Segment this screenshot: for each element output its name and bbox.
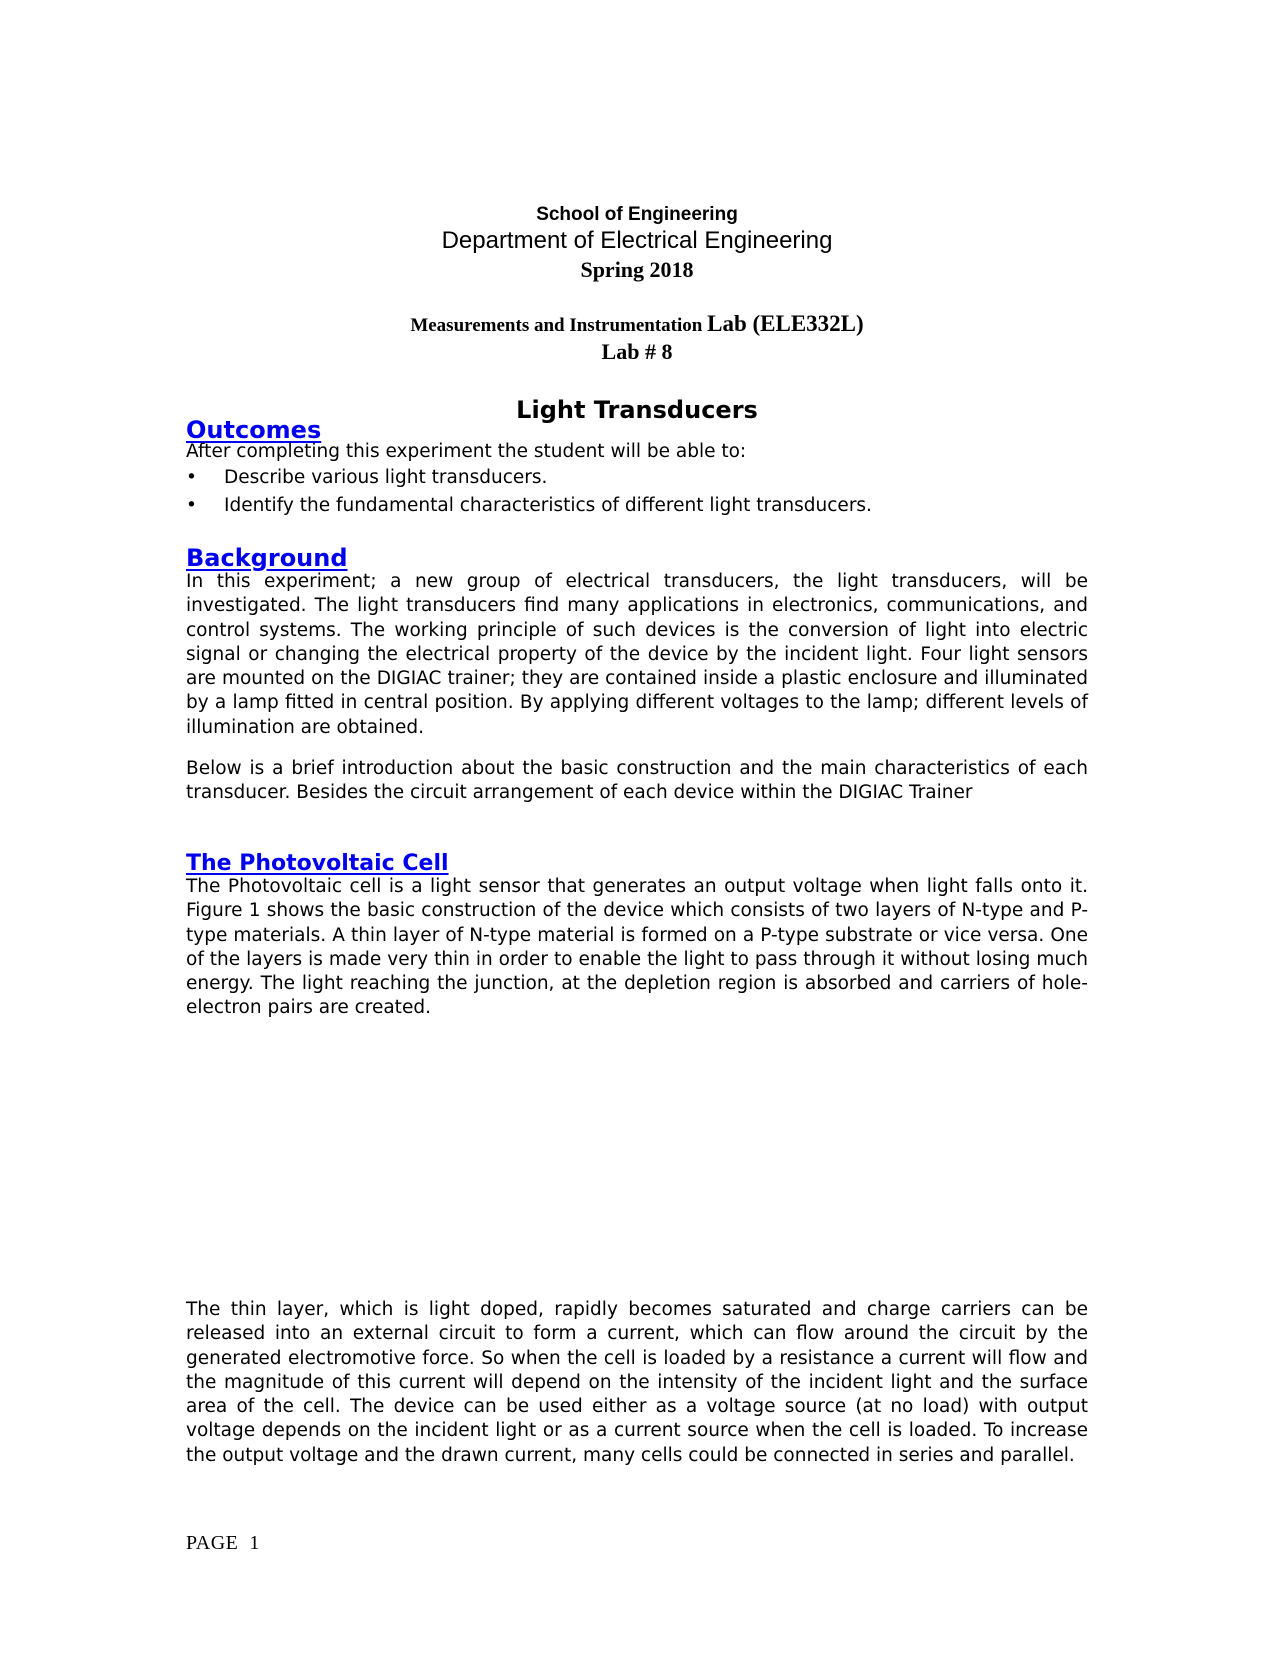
course-prefix: Measurements and Instrumentation	[410, 315, 703, 336]
background-heading: Background	[186, 544, 348, 572]
lab-number: Lab # 8	[601, 339, 673, 364]
photovoltaic-heading: The Photovoltaic Cell	[186, 851, 449, 876]
page-title: Light Transducers	[516, 396, 758, 424]
outcome-text: Describe various light transducers.	[224, 467, 548, 488]
outcomes-list	[186, 464, 1088, 519]
photovoltaic-paragraph-1: The Photovoltaic cell is a light sensor that generates an output voltage when light falls onto it. Figure 1 shows the basic construction of the device which consists of two layers of N-type and P-type materials. A thin layer of N-type material is formed on a P-type substrate or vice versa. One of the layers is made very thin in order to enable the light to pass through it without losing much energy. The light reaching the junction, at the depletion region is absorbed and carriers of hole-electron pairs are created.	[186, 876, 1088, 1019]
department-name: Department of Electrical Engineering	[441, 227, 833, 254]
list-item	[186, 464, 1088, 492]
outcomes-heading: Outcomes	[186, 416, 322, 444]
course-suffix: Lab (ELE332L)	[707, 311, 864, 336]
background-paragraph-2: Below is a brief introduction about the basic construction and the main characteristics of each transducer. Besides the circuit arrangement of each device within the DIGIAC Trainer	[186, 758, 1088, 804]
school-name: School of Engineering	[536, 204, 738, 225]
figure-placeholder	[186, 1085, 1088, 1285]
page-label: PAGE	[186, 1532, 239, 1554]
list-item	[186, 492, 1088, 520]
outcome-text: Identify the fundamental characteristics of different light transducers.	[224, 494, 872, 516]
page-footer	[186, 1530, 260, 1556]
outcomes-intro: After completing this experiment the student will be able to:	[186, 441, 747, 462]
background-paragraph-1: In this experiment; a new group of electrical transducers, the light transducers, will be investigated. The light transducers find many applications in electronics, communications, and control systems. The working principle of such devices is the conversion of light into electric signal or changing the electrical property of the device by the incident light. Four light sensors are mounted on the DIGIAC trainer; they are contained inside a plastic enclosure and illuminated by a lamp fitted in central position. By applying different voltages to the lamp; different levels of illumination are obtained.	[186, 571, 1088, 738]
course-title	[186, 310, 1088, 340]
term: Spring 2018	[580, 257, 694, 282]
photovoltaic-paragraph-2: The thin layer, which is light doped, rapidly becomes saturated and charge carriers can be released into an external circuit to form a current, which can flow around the circuit by the generated electromotive force. So when the cell is loaded by a resistance a current will flow and the magnitude of this current will depend on the intensity of the incident light and the surface area of the cell. The device can be used either as a voltage source (at no load) with output voltage depends on the incident light or as a current source when the cell is loaded. To increase the output voltage and the drawn current, many cells could be connected in series and parallel.	[186, 1299, 1088, 1466]
bullet-icon: •	[186, 494, 197, 516]
bullet-icon: •	[186, 467, 197, 488]
page-number: 1	[249, 1532, 260, 1554]
